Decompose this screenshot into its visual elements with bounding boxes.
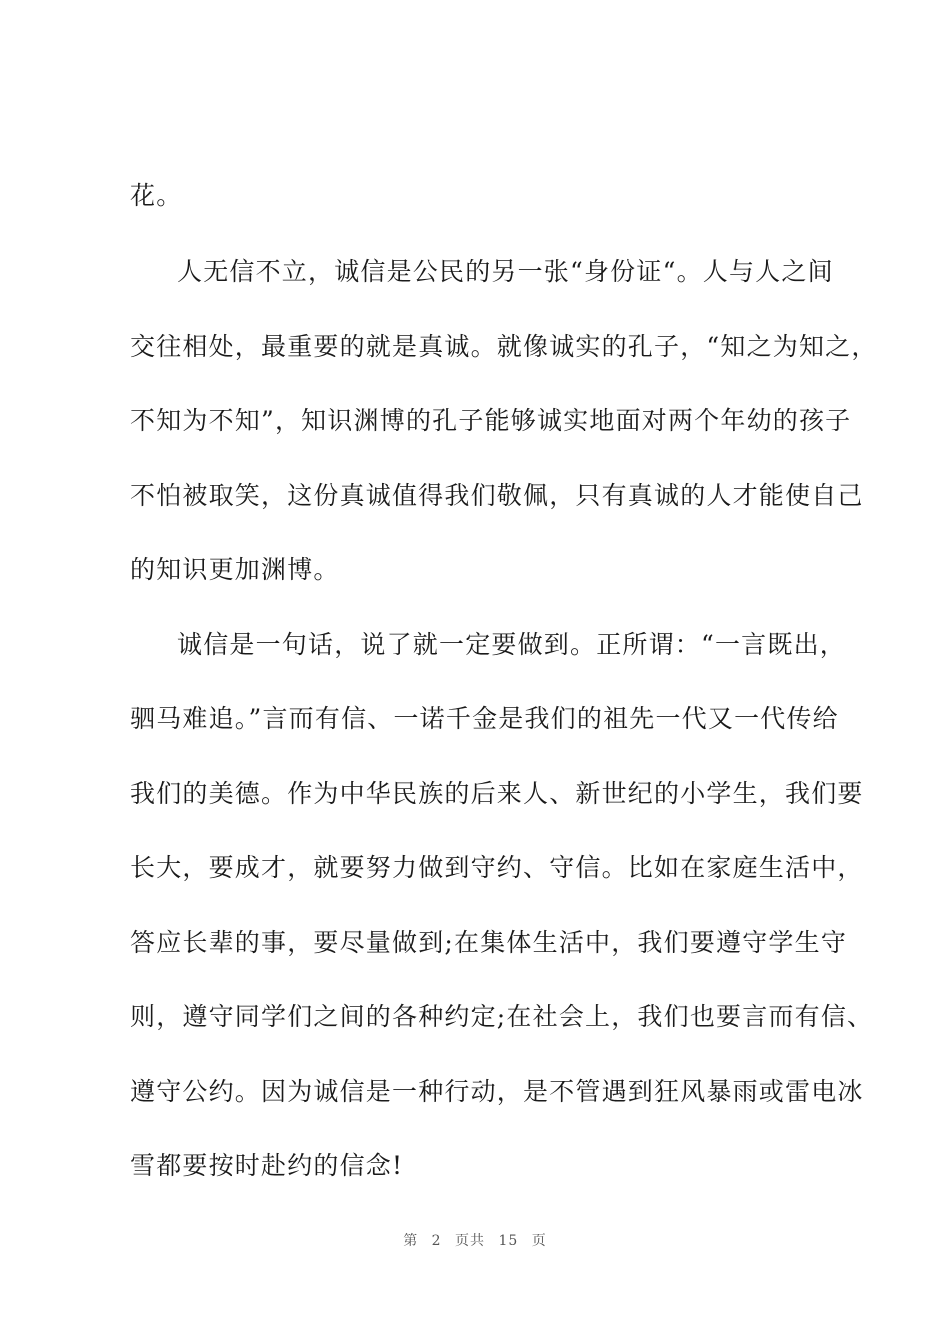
- text-line: 不怕被取笑，这份真诚值得我们敬佩，只有真诚的人才能使自己: [130, 481, 864, 510]
- total-page-count: 15: [498, 1233, 519, 1249]
- footer-suffix: 页: [531, 1233, 547, 1249]
- text-line: 雪都要按时赴约的信念!: [130, 1151, 404, 1180]
- text-line: 交往相处，最重要的就是真诚。就像诚实的孔子，“知之为知之，: [130, 332, 878, 361]
- paragraph-first-line: 诚信是一句话，说了就一定要做到。正所谓：“一言既出，: [177, 630, 846, 659]
- text-line: 不知为不知”，知识渊博的孔子能够诚实地面对两个年幼的孩子: [130, 406, 852, 435]
- text-line: 则，遵守同学们之间的各种约定;在社会上，我们也要言而有信、: [130, 1002, 874, 1031]
- footer-middle: 页共: [455, 1233, 486, 1249]
- page-number-footer: [0, 1230, 950, 1250]
- text-line: 答应长辈的事，要尽量做到;在集体生活中，我们要遵守学生守: [130, 928, 848, 957]
- current-page-number: 2: [431, 1233, 442, 1249]
- paragraph-first-line: 人无信不立，诚信是公民的另一张“身份证“。人与人之间: [177, 257, 834, 286]
- text-line: 遵守公约。因为诚信是一种行动，是不管遇到狂风暴雨或雷电冰: [130, 1077, 864, 1106]
- text-line: 长大，要成才，就要努力做到守约、守信。比如在家庭生活中，: [130, 853, 864, 882]
- text-line: 花。: [130, 181, 183, 210]
- text-line: 驷马难追。”言而有信、一诺千金是我们的祖先一代又一代传给: [130, 704, 839, 733]
- text-line: 我们的美德。作为中华民族的后来人、新世纪的小学生，我们要: [130, 779, 864, 808]
- footer-prefix: 第: [403, 1233, 419, 1249]
- text-line: 的知识更加渊博。: [130, 555, 340, 584]
